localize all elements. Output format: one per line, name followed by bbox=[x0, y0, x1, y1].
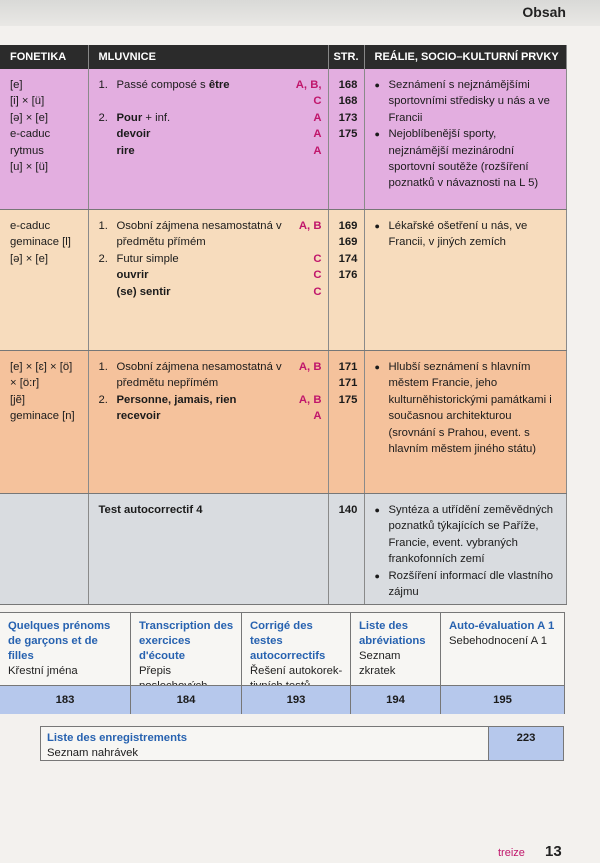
mluvnice-cell bbox=[88, 351, 328, 494]
realie-text: Syntéza a utřídění zeměvědných poznatků týkajících se Paříže, Francie, event. vybraných frankofonních zemí bbox=[388, 504, 554, 566]
grammar-text-part: être bbox=[208, 79, 230, 91]
appendix-cell bbox=[242, 613, 351, 685]
fonetika-item: [jẽ] bbox=[10, 393, 26, 406]
lesson-section-tag: A, B, C bbox=[295, 79, 322, 108]
recordings-page: 223 bbox=[488, 727, 563, 760]
page-cell bbox=[328, 69, 364, 210]
grammar-number bbox=[99, 267, 117, 283]
page-number: 169 bbox=[338, 220, 358, 232]
grammar-number: 1. bbox=[98, 361, 108, 373]
appendix-title: Corrigé des testes autocorrectifs bbox=[250, 620, 326, 662]
fonetika-item: geminace [l] bbox=[10, 236, 71, 249]
recordings-subtitle: Seznam nahrávek bbox=[47, 747, 139, 759]
lesson-section-tag: A bbox=[313, 128, 322, 141]
fonetika-item: e-caduc bbox=[10, 220, 51, 232]
grammar-number: 1. bbox=[98, 79, 108, 91]
page-number: 171 bbox=[338, 377, 358, 390]
page-title: Obsah bbox=[522, 4, 566, 20]
appendix-pages-row bbox=[0, 685, 564, 714]
grammar-item bbox=[99, 218, 322, 251]
page-cell bbox=[328, 210, 364, 351]
grammar-text-part: Futur simple bbox=[116, 252, 179, 265]
page-number: 169 bbox=[338, 236, 358, 249]
appendix-cell bbox=[0, 613, 131, 685]
table-row bbox=[0, 494, 566, 605]
grammar-text bbox=[117, 143, 286, 159]
contents-table bbox=[0, 45, 567, 605]
footer-page-number: 13 bbox=[545, 843, 562, 860]
lesson-section-tag: A, B bbox=[298, 220, 322, 232]
grammar-text-part: devoir bbox=[116, 128, 151, 141]
page-number: 173 bbox=[338, 111, 358, 124]
grammar-text-part: (se) sentir bbox=[116, 285, 171, 298]
realie-item bbox=[375, 359, 560, 457]
appendix-subtitle: Řešení autokorek- bbox=[250, 665, 343, 677]
grammar-text-part: Personne, jamais, rien bbox=[116, 393, 237, 406]
lesson-section-tag: A, B bbox=[298, 361, 322, 373]
grammar-item bbox=[99, 110, 322, 126]
test-title: Test autocorrectif 4 bbox=[98, 504, 203, 516]
appendix-page: 184 bbox=[131, 686, 242, 714]
appendix-title: Liste des abréviations bbox=[359, 620, 426, 647]
appendix-page: 195 bbox=[493, 694, 512, 706]
grammar-text bbox=[117, 359, 286, 392]
grammar-number: 1. bbox=[98, 220, 108, 232]
realie-text: Rozšíření informací dle vlastního zájmu bbox=[388, 569, 554, 599]
bullet-icon: ● bbox=[374, 570, 380, 581]
realie-item bbox=[375, 218, 560, 251]
table-row bbox=[0, 351, 566, 494]
grammar-number: 2. bbox=[98, 393, 108, 406]
appendix-cell bbox=[441, 613, 564, 685]
grammar-item bbox=[99, 267, 322, 283]
lesson-section-tag: C bbox=[313, 269, 322, 282]
appendix-subtitle: Křestní jména bbox=[8, 665, 78, 677]
fonetika-cell bbox=[0, 210, 88, 351]
col-fonetika: FONETIKA bbox=[0, 45, 88, 69]
fonetika-item: geminace [n] bbox=[10, 410, 75, 423]
fonetika-item: × [ö:r] bbox=[10, 377, 40, 390]
realie-item bbox=[375, 568, 560, 601]
grammar-text-part: Osobní zájmena nesamostatná v předmětu nepřímém bbox=[116, 361, 282, 390]
realie-cell bbox=[364, 69, 566, 210]
page-number: 168 bbox=[338, 95, 358, 108]
col-str: STR. bbox=[328, 45, 364, 69]
page-number: 174 bbox=[338, 252, 358, 265]
grammar-number bbox=[99, 284, 117, 300]
fonetika-cell bbox=[0, 69, 88, 210]
grammar-text-part: Osobní zájmena nesamostatná v předmětu přímém bbox=[116, 220, 282, 249]
grammar-item bbox=[99, 251, 322, 267]
page-number: 175 bbox=[338, 393, 358, 406]
realie-text: Lékařské ošetření u nás, ve Francii, v jiných zemích bbox=[388, 220, 528, 249]
realie-item bbox=[375, 77, 560, 126]
grammar-text bbox=[117, 110, 286, 126]
fonetika-item: [i] × [ü] bbox=[10, 95, 45, 108]
grammar-number bbox=[99, 408, 117, 424]
appendix-subtitle: Sebehodnocení A 1 bbox=[449, 635, 547, 647]
page-number: 140 bbox=[338, 504, 358, 516]
fonetika-item: [ə] × [e] bbox=[10, 252, 48, 265]
fonetika-item: rytmus bbox=[10, 144, 44, 157]
grammar-number bbox=[99, 143, 117, 159]
fonetika-item: [e] × [ɛ] × [ö] bbox=[10, 361, 73, 373]
appendix-page: 194 bbox=[351, 686, 441, 714]
mluvnice-cell bbox=[88, 69, 328, 210]
lesson-section-tag: A bbox=[313, 111, 322, 124]
recordings-title: Liste des enregistrements bbox=[47, 732, 188, 744]
grammar-item bbox=[99, 392, 322, 408]
lesson-section-tag: C bbox=[313, 285, 322, 298]
realie-cell bbox=[364, 210, 566, 351]
bullet-icon: ● bbox=[374, 80, 380, 90]
grammar-text bbox=[117, 218, 286, 251]
bullet-icon: ● bbox=[374, 221, 380, 231]
fonetika-cell bbox=[0, 351, 88, 494]
header-band bbox=[0, 0, 600, 26]
realie-cell bbox=[364, 351, 566, 494]
grammar-item bbox=[99, 408, 322, 424]
grammar-item bbox=[99, 143, 322, 159]
fonetika-item: [e] bbox=[10, 79, 23, 91]
realie-text: Hlubší seznámení s hlavním městem Francie, jeho kulturněhistorickými památkami i současnou architekturou (srovnání s Prahou, event. s hlavním městem jiného státu) bbox=[388, 361, 552, 456]
appendix-title: Auto-évaluation A 1 bbox=[449, 620, 555, 632]
bullet-icon: ● bbox=[374, 505, 380, 515]
grammar-text-part: Passé composé s bbox=[116, 79, 209, 91]
page-cell bbox=[328, 494, 364, 605]
page-number: 168 bbox=[338, 79, 358, 91]
mluvnice-cell bbox=[88, 210, 328, 351]
realie-cell bbox=[364, 494, 566, 605]
col-mluvnice: MLUVNICE bbox=[88, 45, 328, 69]
grammar-number: 2. bbox=[98, 111, 108, 124]
appendix-page: 193 bbox=[242, 686, 351, 714]
grammar-text bbox=[117, 77, 286, 110]
lesson-section-tag: A bbox=[313, 144, 322, 157]
page-cell bbox=[328, 351, 364, 494]
table-row bbox=[0, 69, 566, 210]
grammar-item bbox=[99, 77, 322, 110]
appendix-page: 183 bbox=[0, 686, 131, 714]
grammar-item bbox=[99, 284, 322, 300]
grammar-text bbox=[117, 284, 286, 300]
grammar-text-part: recevoir bbox=[116, 410, 161, 423]
page-number: 175 bbox=[338, 128, 358, 141]
bullet-icon: ● bbox=[374, 129, 380, 140]
lesson-section-tag: A bbox=[313, 410, 322, 423]
appendix-cell bbox=[351, 613, 441, 685]
realie-item bbox=[375, 502, 560, 568]
appendix-table bbox=[0, 612, 565, 714]
appendix-title: Quelques prénoms de garçons et de filles bbox=[8, 620, 111, 662]
grammar-number: 2. bbox=[98, 252, 108, 265]
footer-page-word: treize bbox=[498, 847, 525, 859]
page-number: 176 bbox=[338, 269, 358, 282]
appendix-title: Transcription des exercices d'écoute bbox=[139, 620, 234, 662]
grammar-text-part: rire bbox=[116, 144, 135, 157]
fonetika-item: [u] × [ü] bbox=[10, 161, 48, 174]
realie-text: Nejoblíbenější sporty, nejznámější mezinárodní sportovní soutěže (rozšíření poznatků v návaznosti na L 5) bbox=[388, 128, 539, 190]
realie-text: Seznámení s nejznámějšími sportovními středisky u nás a ve Francii bbox=[388, 79, 550, 124]
grammar-text bbox=[117, 392, 286, 408]
grammar-text-part: ouvrir bbox=[116, 269, 149, 282]
lesson-section-tag: A, B bbox=[298, 393, 322, 406]
bullet-icon: ● bbox=[374, 362, 380, 372]
table-row bbox=[0, 210, 566, 351]
recordings-box bbox=[40, 726, 564, 761]
col-realie: REÁLIE, SOCIO–KULTURNÍ PRVKY bbox=[364, 45, 566, 69]
grammar-item bbox=[99, 126, 322, 142]
appendix-subtitle: Přepis bbox=[139, 665, 172, 677]
fonetika-cell bbox=[0, 494, 88, 605]
grammar-number bbox=[99, 126, 117, 142]
mluvnice-cell bbox=[88, 494, 328, 605]
fonetika-item: e-caduc bbox=[10, 128, 51, 141]
grammar-text bbox=[117, 267, 286, 283]
grammar-text bbox=[117, 251, 286, 267]
grammar-text-part: Pour bbox=[116, 111, 143, 124]
appendix-subtitle: Seznam zkratek bbox=[359, 650, 401, 677]
fonetika-item: [ə] × [e] bbox=[10, 111, 48, 124]
grammar-item bbox=[99, 359, 322, 392]
lesson-section-tag: C bbox=[313, 252, 322, 265]
page-number: 171 bbox=[338, 361, 358, 373]
realie-item bbox=[375, 126, 560, 192]
grammar-text bbox=[117, 126, 286, 142]
grammar-text bbox=[117, 408, 286, 424]
grammar-text-part: + inf. bbox=[142, 111, 171, 124]
appendix-cell bbox=[131, 613, 242, 685]
